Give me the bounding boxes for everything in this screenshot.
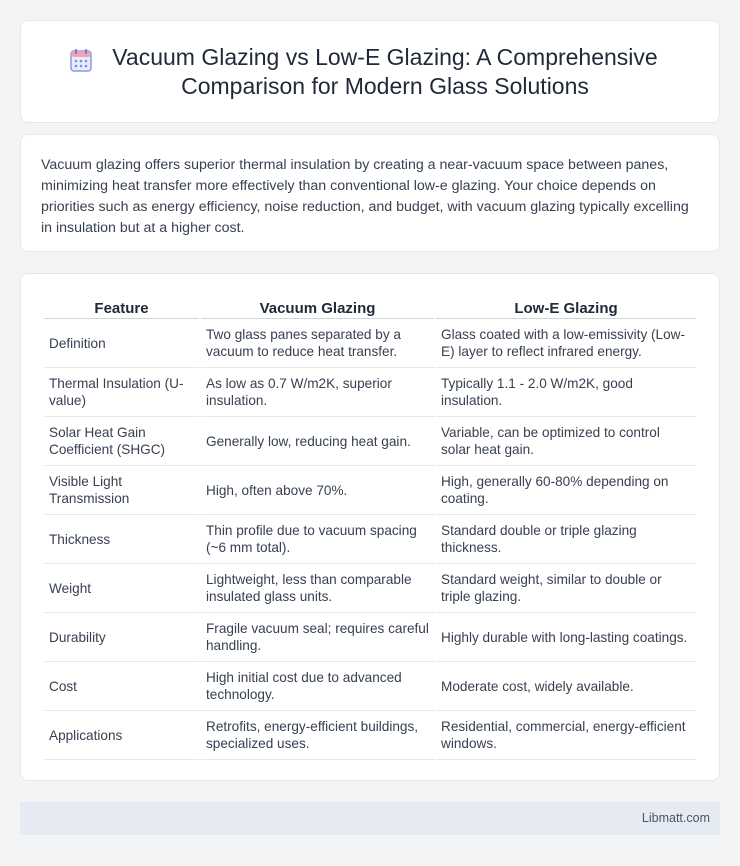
low-e-cell: Standard double or triple glazing thickness. <box>436 515 696 564</box>
vacuum-cell: Fragile vacuum seal; requires careful handling. <box>201 613 434 662</box>
vacuum-cell: Retrofits, energy-efficient buildings, specialized uses. <box>201 711 434 760</box>
vacuum-cell: Generally low, reducing heat gain. <box>201 417 434 466</box>
title-card <box>20 20 720 123</box>
table-row <box>44 319 696 368</box>
vacuum-cell: As low as 0.7 W/m2K, superior insulation. <box>201 368 434 417</box>
feature-cell: Thermal Insulation (U-value) <box>44 368 199 417</box>
table-row <box>44 466 696 515</box>
low-e-cell: High, generally 60-80% depending on coating. <box>436 466 696 515</box>
header-low-e-glazing: Low-E Glazing <box>436 294 696 319</box>
feature-cell: Applications <box>44 711 199 760</box>
low-e-cell: Glass coated with a low-emissivity (Low-E) layer to reflect infrared energy. <box>436 319 696 368</box>
intro-card <box>20 134 720 252</box>
header-feature: Feature <box>44 294 199 319</box>
vacuum-cell: High, often above 70%. <box>201 466 434 515</box>
feature-cell: Durability <box>44 613 199 662</box>
table-row <box>44 515 696 564</box>
comparison-card <box>20 273 720 781</box>
header-vacuum-glazing: Vacuum Glazing <box>201 294 434 319</box>
footer-site-link[interactable]: Libmatt.com <box>641 811 710 825</box>
vacuum-cell: Lightweight, less than comparable insulated glass units. <box>201 564 434 613</box>
table-row <box>44 368 696 417</box>
low-e-cell: Variable, can be optimized to control solar heat gain. <box>436 417 696 466</box>
low-e-cell: Typically 1.1 - 2.0 W/m2K, good insulation. <box>436 368 696 417</box>
feature-cell: Solar Heat Gain Coefficient (SHGC) <box>44 417 199 466</box>
feature-cell: Weight <box>44 564 199 613</box>
table-row <box>44 662 696 711</box>
vacuum-cell: Two glass panes separated by a vacuum to reduce heat transfer. <box>201 319 434 368</box>
table-row <box>44 613 696 662</box>
low-e-cell: Highly durable with long-lasting coatings. <box>436 613 696 662</box>
table-row <box>44 564 696 613</box>
feature-cell: Cost <box>44 662 199 711</box>
footer <box>20 802 720 835</box>
feature-cell: Definition <box>44 319 199 368</box>
table-row <box>44 417 696 466</box>
low-e-cell: Moderate cost, widely available. <box>436 662 696 711</box>
feature-cell: Thickness <box>44 515 199 564</box>
page-title: Vacuum Glazing vs Low-E Glazing: A Comprehensive Comparison for Modern Glass Solutions <box>112 43 658 99</box>
comparison-table <box>42 294 698 760</box>
table-row <box>44 711 696 760</box>
vacuum-cell: High initial cost due to advanced technology. <box>201 662 434 711</box>
low-e-cell: Residential, commercial, energy-efficient windows. <box>436 711 696 760</box>
low-e-cell: Standard weight, similar to double or triple glazing. <box>436 564 696 613</box>
vacuum-cell: Thin profile due to vacuum spacing (~6 mm total). <box>201 515 434 564</box>
table-header-row <box>44 294 696 319</box>
feature-cell: Visible Light Transmission <box>44 466 199 515</box>
intro-paragraph: Vacuum glazing offers superior thermal insulation by creating a near-vacuum space between panes, minimizing heat transfer more effectively than conventional low-e glazing. Your choice depends on priorities such as energy efficiency, noise reduction, and budget, with vacuum glazing typically excelling in insulation but at a higher cost. <box>41 157 689 236</box>
